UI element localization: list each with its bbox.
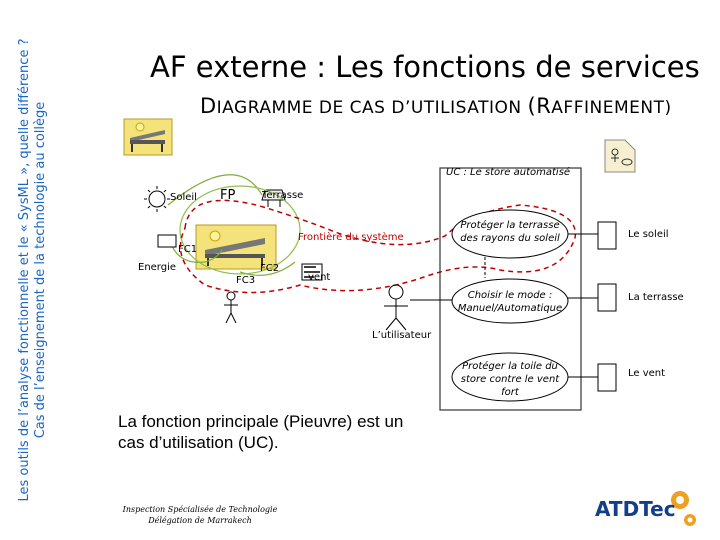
pieuvre-label-vent: vent [308,272,331,283]
use-case-2-label: Choisir le mode : Manuel/Automatique [457,290,563,314]
sun-actor-box [598,222,616,249]
pieuvre-label-energie: Energie [138,262,177,273]
wind-actor-box [598,364,616,391]
page-title: AF externe : Les fonctions de services [150,50,700,84]
footer [120,504,280,526]
actor-label-user: L’utilisateur [372,330,432,341]
pieuvre-label-soleil: Soleil [170,192,197,203]
actor-label-sun: Le soleil [628,229,669,240]
pieuvre-label-fc3: FC3 [236,275,256,286]
user-actor-figure [384,285,408,330]
store-icon-small [124,119,172,155]
use-case-1-label: Protéger la terrasse des rayons du soleil [460,220,560,244]
caption-text: La fonction principale (Pieuvre) est un cas d’utilisation (UC). [118,412,404,452]
use-case-3-label: Protéger la toile du store contre le vent fort [460,361,560,398]
footer-line-2: Délégation de Marrakech [148,516,252,525]
pieuvre-label-terrasse: Terrasse [262,190,304,201]
pieuvre-label-fp: FP [220,188,236,203]
person-icon [224,292,238,323]
sidebar-line-2: Cas de l’enseignement de la technologie au collège [33,101,48,439]
sun-icon [144,186,170,212]
pieuvre-label-fc2: FC2 [260,263,280,274]
atdtec-logo: ATDTec [595,497,676,521]
terrace-actor-box [598,284,616,311]
use-case-icon [605,140,635,172]
frontier-label: Frontière du système [298,232,404,243]
footer-line-1: Inspection Spécialisée de Technologie [122,505,278,514]
actor-label-terrace: La terrasse [628,292,684,303]
system-title: UC : Le store automatisé [446,167,571,178]
page-subtitle: DIAGRAMME DE CAS D’UTILISATION (RAFFINEMENT) [200,94,672,118]
sidebar-line-1: Les outils de l’analyse fonctionnelle et le « SysML », quelle différence ? [17,38,32,502]
actor-label-wind: Le vent [628,368,666,379]
pieuvre-label-fc1: FC1 [178,244,198,255]
energy-icon [158,235,176,247]
